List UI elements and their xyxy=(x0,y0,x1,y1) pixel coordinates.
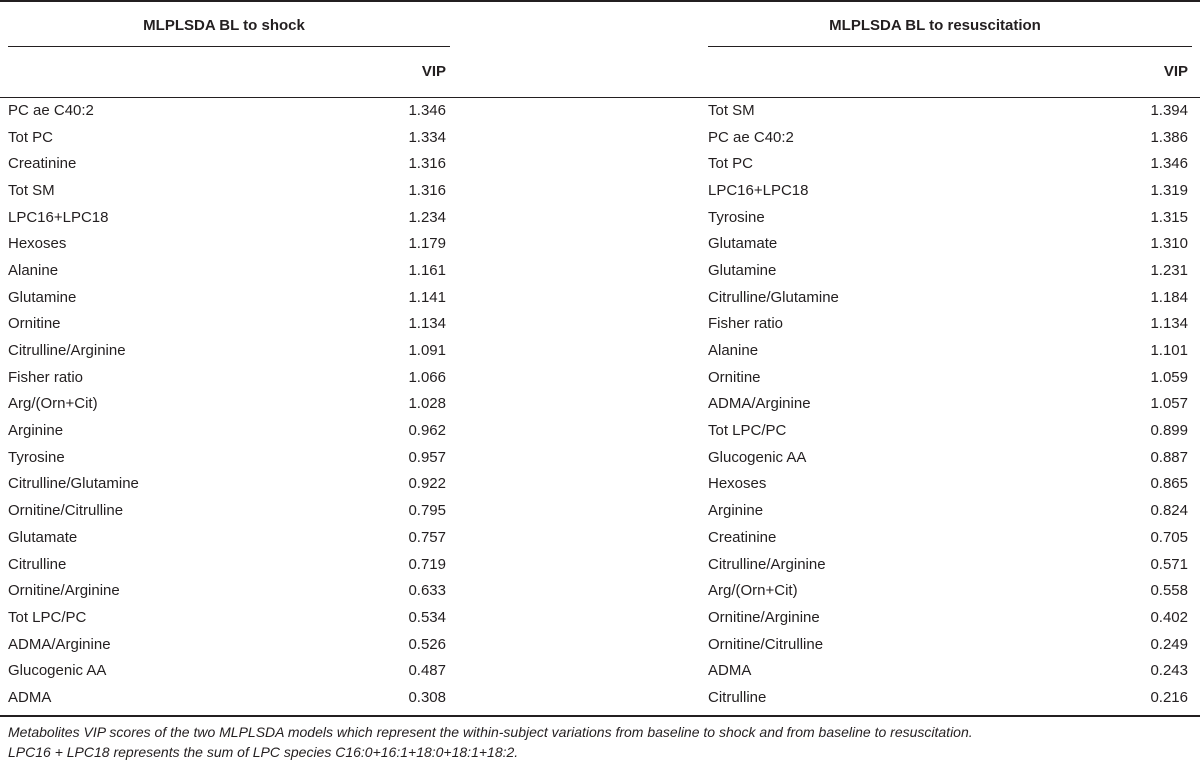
table-row xyxy=(708,524,1192,551)
table-row xyxy=(8,364,450,391)
metabolite-name: Hexoses xyxy=(8,235,67,253)
metabolite-name: Tyrosine xyxy=(8,448,65,466)
vip-value: 1.234 xyxy=(408,208,446,226)
table-row xyxy=(8,577,450,604)
table-row xyxy=(708,311,1192,338)
table-footnote xyxy=(8,722,1194,762)
table-row xyxy=(708,577,1192,604)
metabolite-name: Citrulline/Arginine xyxy=(8,342,126,360)
table-row xyxy=(708,604,1192,631)
metabolite-name: ADMA xyxy=(8,688,52,706)
table-row xyxy=(8,391,450,418)
metabolite-name: Tot LPC/PC xyxy=(708,422,787,440)
vip-value: 1.134 xyxy=(408,315,446,333)
metabolite-name: Tyrosine xyxy=(708,208,765,226)
table-row xyxy=(708,417,1192,444)
metabolite-name: LPC16+LPC18 xyxy=(8,208,109,226)
vip-value: 0.633 xyxy=(408,582,446,600)
vip-value: 0.534 xyxy=(408,608,446,626)
table-row xyxy=(708,230,1192,257)
vip-value: 1.346 xyxy=(408,101,446,119)
table-row xyxy=(708,391,1192,418)
metabolite-name: Citrulline/Arginine xyxy=(708,555,826,573)
metabolite-name: Citrulline xyxy=(8,555,67,573)
metabolite-name: Glutamine xyxy=(8,288,77,306)
table-row xyxy=(708,97,1192,124)
table-row xyxy=(8,471,450,498)
vip-value: 1.091 xyxy=(408,342,446,360)
vip-value: 0.824 xyxy=(1150,502,1188,520)
metabolite-name: Tot SM xyxy=(708,101,755,119)
metabolite-name: Tot LPC/PC xyxy=(8,608,87,626)
vip-value: 1.394 xyxy=(1150,101,1188,119)
table-row xyxy=(8,311,450,338)
metabolite-name: Tot PC xyxy=(8,128,54,146)
vip-value: 1.101 xyxy=(1150,342,1188,360)
vip-value: 0.487 xyxy=(408,662,446,680)
metabolite-name: Arg/(Orn+Cit) xyxy=(708,582,798,600)
vip-value: 1.134 xyxy=(1150,315,1188,333)
table-row xyxy=(8,337,450,364)
table-row xyxy=(8,124,450,151)
vip-value: 0.243 xyxy=(1150,662,1188,680)
table-row xyxy=(8,204,450,231)
vip-value: 0.899 xyxy=(1150,422,1188,440)
metabolite-name: Ornitine xyxy=(8,315,61,333)
vip-value: 1.316 xyxy=(408,155,446,173)
table-row xyxy=(708,684,1192,711)
vip-value: 1.179 xyxy=(408,235,446,253)
vip-value: 0.558 xyxy=(1150,582,1188,600)
table-row xyxy=(708,551,1192,578)
table-row xyxy=(8,631,450,658)
metabolite-name: Ornitine xyxy=(708,368,761,386)
metabolite-name: Glutamate xyxy=(8,528,78,546)
metabolite-name: ADMA xyxy=(708,662,752,680)
metabolite-name: Glucogenic AA xyxy=(708,448,807,466)
table-row xyxy=(708,150,1192,177)
table-row xyxy=(8,604,450,631)
table-row xyxy=(708,657,1192,684)
vip-value: 0.922 xyxy=(408,475,446,493)
left-panel-title: MLPLSDA BL to shock xyxy=(8,0,450,47)
table-row xyxy=(708,177,1192,204)
vip-value: 0.308 xyxy=(408,688,446,706)
metabolite-name: Glutamine xyxy=(708,261,777,279)
vip-value: 1.316 xyxy=(408,181,446,199)
metabolite-name: Alanine xyxy=(8,261,59,279)
vip-value: 0.957 xyxy=(408,448,446,466)
table-row xyxy=(708,337,1192,364)
table-row xyxy=(8,497,450,524)
vip-value: 0.887 xyxy=(1150,448,1188,466)
table-row xyxy=(708,497,1192,524)
left-vip-header: VIP xyxy=(421,63,446,80)
vip-value: 1.066 xyxy=(408,368,446,386)
table-row xyxy=(8,524,450,551)
table-row xyxy=(708,284,1192,311)
footnote-line-1: Metabolites VIP scores of the two MLPLSDA models which represent the within-subject variations from baseline to shock and from baseline to resuscitation. xyxy=(8,724,973,740)
table-row xyxy=(8,257,450,284)
vip-value: 1.319 xyxy=(1150,181,1188,199)
vip-value: 0.719 xyxy=(408,555,446,573)
table-row xyxy=(708,257,1192,284)
vip-value: 0.402 xyxy=(1150,608,1188,626)
table-row xyxy=(708,471,1192,498)
left-panel xyxy=(8,0,450,711)
metabolite-name: Creatinine xyxy=(8,155,77,173)
vip-value: 1.184 xyxy=(1150,288,1188,306)
table-row xyxy=(708,204,1192,231)
vip-value: 1.057 xyxy=(1150,395,1188,413)
table-row xyxy=(708,631,1192,658)
right-rows xyxy=(708,97,1192,711)
vip-value: 0.216 xyxy=(1150,688,1188,706)
right-vip-header: VIP xyxy=(1163,63,1188,80)
right-panel xyxy=(708,0,1192,711)
vip-value: 1.334 xyxy=(408,128,446,146)
metabolite-name: Creatinine xyxy=(708,528,777,546)
metabolite-name: Glucogenic AA xyxy=(8,662,107,680)
left-rows xyxy=(8,97,450,711)
metabolite-name: Hexoses xyxy=(708,475,767,493)
vip-value: 0.795 xyxy=(408,502,446,520)
metabolite-name: Ornitine/Arginine xyxy=(708,608,820,626)
table-row xyxy=(8,684,450,711)
metabolite-name: Arginine xyxy=(8,422,64,440)
metabolite-name: LPC16+LPC18 xyxy=(708,181,809,199)
table-row xyxy=(8,657,450,684)
metabolite-name: Tot PC xyxy=(708,155,754,173)
metabolite-name: Glutamate xyxy=(708,235,778,253)
vip-value: 1.028 xyxy=(408,395,446,413)
vip-value: 1.386 xyxy=(1150,128,1188,146)
vip-value: 0.962 xyxy=(408,422,446,440)
table-row xyxy=(8,444,450,471)
vip-value: 0.571 xyxy=(1150,555,1188,573)
metabolite-name: Citrulline/Glutamine xyxy=(8,475,139,493)
table-row xyxy=(8,177,450,204)
vip-value: 0.249 xyxy=(1150,635,1188,653)
metabolite-name: ADMA/Arginine xyxy=(708,395,811,413)
vip-value: 1.346 xyxy=(1150,155,1188,173)
table-row xyxy=(8,150,450,177)
metabolite-name: Arg/(Orn+Cit) xyxy=(8,395,98,413)
table-row xyxy=(8,284,450,311)
metabolite-name: Ornitine/Citrulline xyxy=(708,635,824,653)
metabolite-name: Arginine xyxy=(708,502,764,520)
metabolite-name: PC ae C40:2 xyxy=(708,128,794,146)
footnote-line-2: LPC16 + LPC18 represents the sum of LPC species C16:0+16:1+18:0+18:1+18:2. xyxy=(8,744,519,760)
vip-value: 0.757 xyxy=(408,528,446,546)
metabolite-name: Citrulline xyxy=(708,688,767,706)
metabolite-name: ADMA/Arginine xyxy=(8,635,111,653)
metabolite-name: Tot SM xyxy=(8,181,55,199)
vip-value: 1.141 xyxy=(408,288,446,306)
metabolite-name: Alanine xyxy=(708,342,759,360)
table-row xyxy=(8,230,450,257)
right-panel-title: MLPLSDA BL to resuscitation xyxy=(708,0,1192,47)
metabolite-name: PC ae C40:2 xyxy=(8,101,94,119)
metabolite-name: Citrulline/Glutamine xyxy=(708,288,839,306)
vip-value: 1.059 xyxy=(1150,368,1188,386)
vip-value: 1.310 xyxy=(1150,235,1188,253)
table-row xyxy=(708,364,1192,391)
vip-value: 0.865 xyxy=(1150,475,1188,493)
table-row xyxy=(708,124,1192,151)
table-row xyxy=(8,417,450,444)
table-row xyxy=(8,551,450,578)
metabolite-name: Fisher ratio xyxy=(708,315,784,333)
vip-value: 1.231 xyxy=(1150,261,1188,279)
vip-value: 0.526 xyxy=(408,635,446,653)
vip-value: 1.161 xyxy=(408,261,446,279)
table-row xyxy=(708,444,1192,471)
vip-value: 1.315 xyxy=(1150,208,1188,226)
table-bottom-rule xyxy=(0,715,1200,717)
metabolite-name: Ornitine/Arginine xyxy=(8,582,120,600)
table-row xyxy=(8,97,450,124)
metabolite-name: Ornitine/Citrulline xyxy=(8,502,124,520)
vip-value: 0.705 xyxy=(1150,528,1188,546)
metabolite-name: Fisher ratio xyxy=(8,368,84,386)
